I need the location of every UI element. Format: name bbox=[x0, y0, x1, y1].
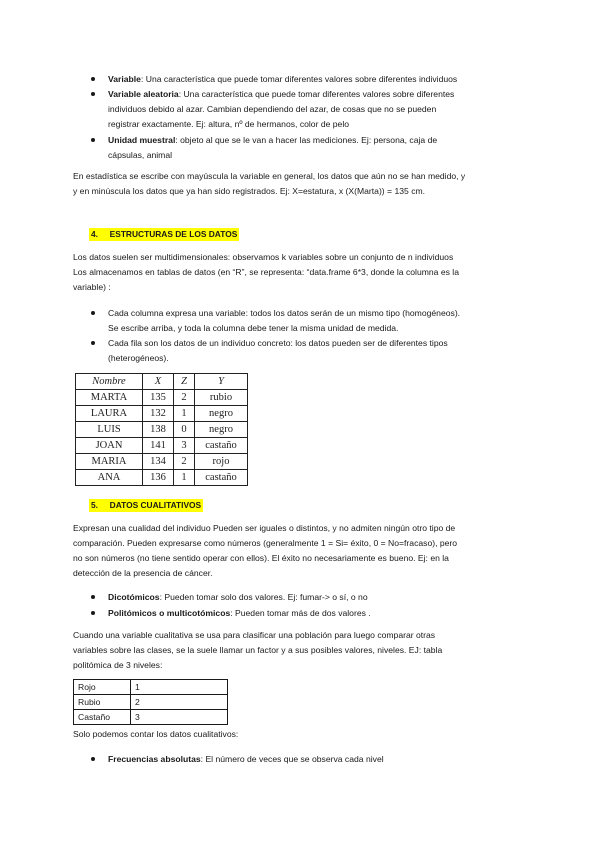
table-row bbox=[76, 438, 248, 454]
table-cell: 3 bbox=[131, 710, 228, 725]
table-cell: negro bbox=[195, 406, 248, 422]
data-table bbox=[75, 373, 248, 486]
paragraph-line: Los almacenamos en tablas de datos (en “R”, se representa: “data.frame 6*3, donde la columna es la bbox=[73, 267, 459, 277]
table-cell: 1 bbox=[131, 680, 228, 695]
paragraph-line: En estadística se escribe con mayúscula la variable en general, los datos que aún no se han medido, y bbox=[73, 171, 466, 181]
paragraph-line: detección de la presencia de cáncer. bbox=[73, 568, 213, 578]
paragraph-line: comparación. Pueden expresarse como números (generalmente 1 = Si= éxito, 0 = No=fracaso), pero bbox=[73, 538, 458, 548]
table-cell: Castaño bbox=[74, 710, 131, 725]
table-cell: 2 bbox=[131, 695, 228, 710]
bullet-icon bbox=[91, 341, 95, 345]
table-cell: 132 bbox=[143, 406, 174, 422]
bullet-icon bbox=[91, 757, 95, 761]
table-row bbox=[76, 470, 248, 486]
bullet-icon bbox=[91, 595, 95, 599]
table-cell: Rojo bbox=[74, 680, 131, 695]
table-cell: MARIA bbox=[76, 454, 143, 470]
bullet-politomicos: Politómicos o multicotómicos: Pueden tomar más de dos valores . bbox=[108, 608, 371, 618]
table-cell: 1 bbox=[174, 406, 195, 422]
bullet-continuation: individuos debido al azar. Cambian dependiendo del azar, de cosas que no se pueden bbox=[108, 104, 437, 114]
table-row bbox=[76, 422, 248, 438]
bullet-dicotomicos: Dicotómicos: Pueden tomar solo dos valores. Ej: fumar-> o sí, o no bbox=[108, 592, 368, 602]
table-cell: JOAN bbox=[76, 438, 143, 454]
bullet-unidad-muestral: Unidad muestral: objeto al que se le van a hacer las mediciones. Ej: persona, caja de bbox=[108, 135, 438, 145]
table-cell: castaño bbox=[195, 470, 248, 486]
levels-table bbox=[73, 679, 228, 725]
paragraph-line: variable) : bbox=[73, 282, 111, 292]
bullet-variable: Variable: Una característica que puede tomar diferentes valores sobre diferentes individuos bbox=[108, 74, 458, 84]
table-row bbox=[74, 680, 228, 695]
table-cell: 134 bbox=[143, 454, 174, 470]
table-cell: 2 bbox=[174, 390, 195, 406]
paragraph-line: Expresan una cualidad del individuo Pueden ser iguales o distintos, y no admiten ningún otro tipo de bbox=[73, 523, 456, 533]
table-cell: Rubio bbox=[74, 695, 131, 710]
bullet-icon bbox=[91, 138, 95, 142]
table-cell: MARTA bbox=[76, 390, 143, 406]
paragraph-line: variables sobre las clases, se la suele llamar un factor y a sus posibles valores, niveles. EJ: tabla bbox=[73, 645, 443, 655]
table-cell: 136 bbox=[143, 470, 174, 486]
bullet-continuation: cápsulas, animal bbox=[108, 150, 173, 160]
table-cell: 1 bbox=[174, 470, 195, 486]
bullet-row: Cada fila son los datos de un individuo concreto: los datos pueden ser de diferentes tipos bbox=[108, 338, 448, 348]
bullet-icon bbox=[91, 92, 95, 96]
paragraph-line: Solo podemos contar los datos cualitativos: bbox=[73, 729, 239, 739]
column-header: Nombre bbox=[76, 374, 143, 390]
bullet-column: Cada columna expresa una variable: todos los datos serán de un mismo tipo (homogéneos). bbox=[108, 308, 461, 318]
column-header: X bbox=[143, 374, 174, 390]
bullet-icon bbox=[91, 311, 95, 315]
bullet-icon bbox=[91, 77, 95, 81]
bullet-variable-aleatoria: Variable aleatoria: Una característica que puede tomar diferentes valores sobre diferentes bbox=[108, 89, 455, 99]
table-header-row bbox=[76, 374, 248, 390]
table-cell: 3 bbox=[174, 438, 195, 454]
paragraph-line: politómica de 3 niveles: bbox=[73, 660, 163, 670]
bullet-icon bbox=[91, 611, 95, 615]
table-cell: 141 bbox=[143, 438, 174, 454]
bullet-continuation: (heterogéneos). bbox=[108, 353, 169, 363]
paragraph-line: Los datos suelen ser multidimensionales: observamos k variables sobre un conjunto de n individuos bbox=[73, 252, 454, 262]
table-row bbox=[76, 454, 248, 470]
section-heading-5: 5. DATOS CUALITATIVOS bbox=[91, 500, 202, 510]
table-cell: LUIS bbox=[76, 422, 143, 438]
table-row bbox=[76, 406, 248, 422]
bullet-continuation: Se escribe arriba, y toda la columna debe tener la misma unidad de medida. bbox=[108, 323, 399, 333]
table-cell: castaño bbox=[195, 438, 248, 454]
table-cell: rubio bbox=[195, 390, 248, 406]
column-header: Z bbox=[174, 374, 195, 390]
bullet-frecuencias: Frecuencias absolutas: El número de veces que se observa cada nivel bbox=[108, 754, 384, 764]
paragraph-line: no son números (no tiene sentido operar con ellos). El éxito no necesariamente es bueno. Ej: en la bbox=[73, 553, 449, 563]
paragraph-line: Cuando una variable cualitativa se usa para clasificar una población para luego comparar otras bbox=[73, 630, 436, 640]
table-cell: 2 bbox=[174, 454, 195, 470]
table-cell: 138 bbox=[143, 422, 174, 438]
bullet-continuation: registrar exactamente. Ej: altura, nº de hermanos, color de pelo bbox=[108, 119, 350, 129]
table-cell: rojo bbox=[195, 454, 248, 470]
table-cell: negro bbox=[195, 422, 248, 438]
table-cell: 0 bbox=[174, 422, 195, 438]
table-cell: ANA bbox=[76, 470, 143, 486]
table-row bbox=[74, 695, 228, 710]
column-header: Y bbox=[195, 374, 248, 390]
table-row bbox=[74, 710, 228, 725]
table-cell: 135 bbox=[143, 390, 174, 406]
table-row bbox=[76, 390, 248, 406]
section-heading-4: 4. ESTRUCTURAS DE LOS DATOS bbox=[91, 229, 238, 239]
paragraph-line: y en minúscula los datos que ya han sido registrados. Ej: X=estatura, x (X(Marta)) = 135 cm. bbox=[73, 186, 426, 196]
table-cell: LAURA bbox=[76, 406, 143, 422]
